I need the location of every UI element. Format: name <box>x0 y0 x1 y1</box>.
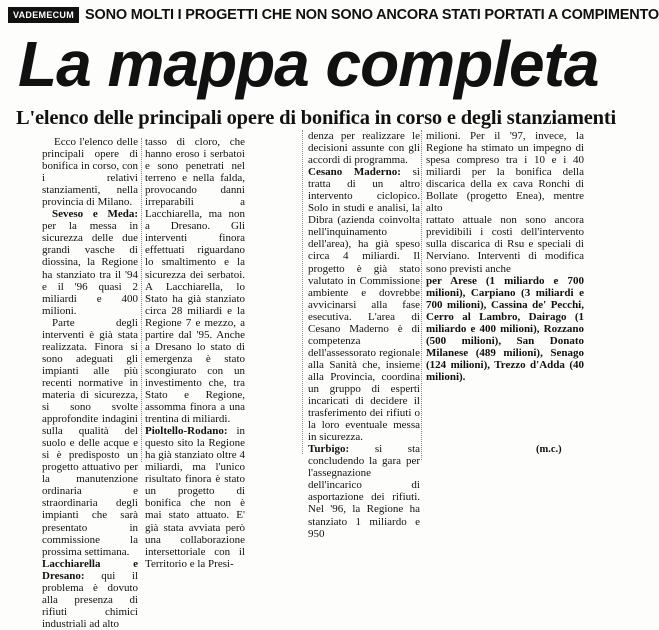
cesano-heading: Cesano Maderno: <box>308 166 401 179</box>
column-divider <box>302 130 303 454</box>
subheadline: L'elenco delle principali opere di bonifica in corso e degli stanziamenti <box>16 107 616 129</box>
kicker-line: SONO MOLTI I PROGETTI CHE NON SONO ANCORA STATI PORTATI A COMPIMENTO <box>85 7 659 23</box>
pioltello-text: in questo sito la Regione ha già stanziato oltre 4 miliardi, ma l'unico risultato finora è stato un progetto di bonifica che non è mai stato attuato. E' già stata avviata però una collaborazione intersettoriale con il Territorio e la Presi- <box>145 425 245 570</box>
pioltello-heading: Pioltello-Rodano: <box>145 425 228 438</box>
towns-paragraph: per Arese (1 miliardo e 700 milioni), Carpiano (3 miliardi e 700 milioni), Cassina de' Pecchi, Cerro al Lambro, Dairago (1 miliardo e 400 milioni), Rozzano (500 milioni), San Donato Milanese (489 milioni), Senago (124 milioni), Trezzo d'Adda (40 milioni). <box>426 274 584 383</box>
lacchiarella-paragraph <box>42 558 138 630</box>
article-column-3 <box>308 130 421 540</box>
lacchiarella-text: qui il problema è dovuto alla presenza di rifiuti chimici industriali ad alto <box>42 569 138 630</box>
turbigo-text: si sta concludendo la gara per l'assegnazione dell'incarico di asportazione dei rifiuti. Nel '96, la Regione ha stanziato 1 miliardo e 950 <box>308 443 421 540</box>
column-divider <box>141 138 142 462</box>
pioltello-paragraph <box>145 425 245 570</box>
seveso-paragraph-2: Parte degli interventi è già stata realizzata. Finora si sono adeguati gli impianti alle più recenti normative in materia di sicurezza, si sono svolte approfondite indagini sulla qualità del suolo e delle acque e si è predisposto un progetto attuativo per la manutenzione ordinaria e straordinaria degli impianti che sarà presentato in commissione la prossima settimana. <box>42 316 138 558</box>
seveso-paragraph <box>42 208 138 316</box>
cesano-text: si tratta di un altro intervento ciclopico. Solo in studi e analisi, la Dibra (azienda coinvolta nell'inquinamento dell'area), ha già speso circa 4 miliardi. Il progetto è già stato valutato in Commissione ambiente e dovrebbe avvicinarsi alla fase esecutiva. L'area di Cesano Maderno è di competenza dell'assessorato regionale alla Sanità che, insieme alla Provincia, coordina un gruppo di esperti incaricati di decidere il trasferimento dei rifiuti o la loro eventuale messa in sicurezza. <box>308 166 420 444</box>
seveso-text: per la messa in sicurezza delle due grandi vasche di diossina, la Regione ha stanziato tra il '94 e il '96 quasi 2 miliardi e 400 milioni. <box>42 220 138 317</box>
article-column-4 <box>426 130 584 466</box>
headline: La mappa completa <box>18 28 599 100</box>
seveso-heading: Seveso e Meda: <box>52 208 138 221</box>
column-divider <box>421 130 422 460</box>
turbigo-paragraph <box>308 443 420 539</box>
section-rubric: VADEMECUM <box>8 7 79 23</box>
lacchiarella-continued: tasso di cloro, che hanno eroso i serbatoi e sono penetrati nel terreno e nella falda, provocando danni irreparabili a Lacchiarella, ma non a Dresano. Gli interventi finora effettuati riguardano lo smaltimento e la sicurezza dei serbatoi. A Lacchiarella, lo Stato ha già stanziato circa 28 miliardi e la Regione 7 e mezzo, a partire dal '95. Anche a Dresano lo stato di emergenza è stato scongiurato con un investimento che, tra Stato e Regione, assomma finora a una trentina di miliardi. <box>145 136 245 426</box>
intro-paragraph: Ecco l'elenco delle principali opere di bonifica in corso, con i relativi stanziamenti, nella provincia di Milano. <box>42 136 138 209</box>
pioltello-continued: denza per realizzare le decisioni assunte con gli accordi di programma. <box>308 130 420 167</box>
turbigo-continued: milioni. Per il '97, invece, la Regione ha stimato un impegno di spesa compreso tra i 10 e i 40 miliardi per la bonifica della discarica della ex cava Ronchi di Bollate (progetto Enea), mentre alto <box>426 130 584 215</box>
author-initials: (m.c.) <box>536 444 562 455</box>
nerviano-paragraph: rattato attuale non sono ancora previdibili i costi dell'intervento sulla discarica di Rsu e speciali di Nerviano. Interventi di modifica sono previsti anche <box>426 214 584 275</box>
article-column-2 <box>145 136 245 570</box>
lacchiarella-heading: Lacchiarella e Dresano: <box>42 557 138 582</box>
kicker-row <box>8 4 659 26</box>
cesano-paragraph <box>308 166 420 443</box>
turbigo-heading: Turbigo: <box>308 443 350 456</box>
article-column-1 <box>42 136 138 630</box>
